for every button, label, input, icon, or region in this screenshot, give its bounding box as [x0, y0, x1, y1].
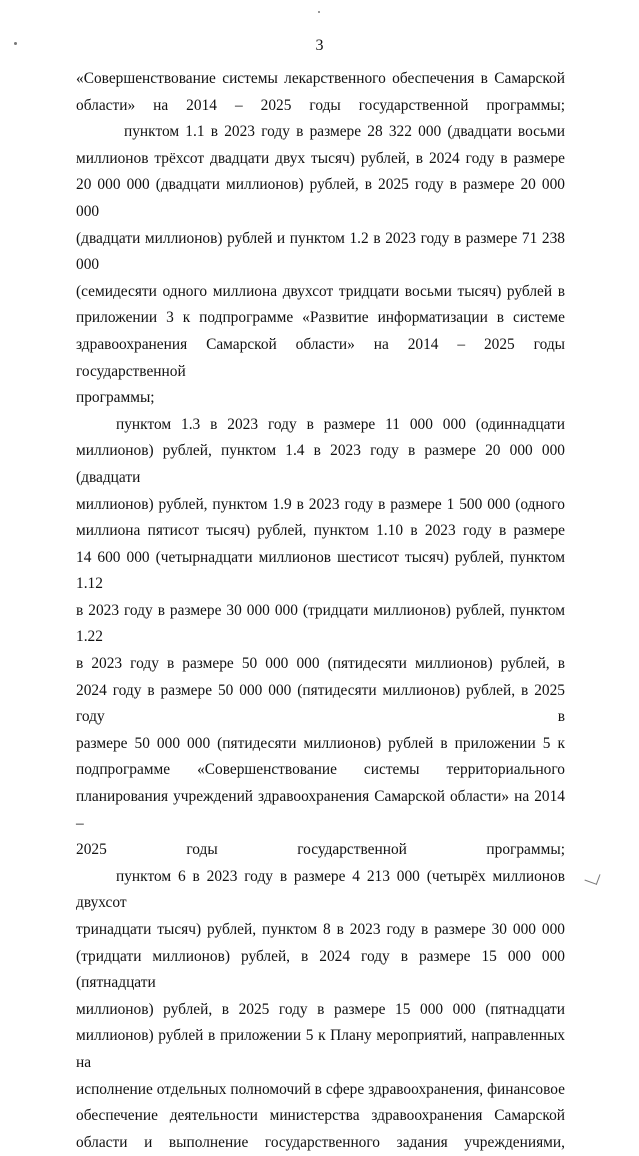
text-line: миллионов трёхсот двадцати двух тысяч) рублей, в 2024 году в размере: [76, 149, 565, 167]
text-line: размере 50 000 000 (пятидесяти миллионов) рублей в приложении 5 к: [76, 734, 565, 752]
text-line: 14 600 000 (четырнадцати миллионов шестисот тысяч) рублей, пунктом 1.12: [76, 548, 565, 593]
text-line: (семидесяти одного миллиона двухсот тридцати восьми тысяч) рублей в: [76, 282, 565, 300]
text-line: миллионов) рублей, в 2025 году в размере 15 000 000 (пятнадцати: [76, 1000, 565, 1018]
text-line: 20 000 000 (двадцати миллионов) рублей, в 2025 году в размере 20 000 000: [76, 176, 565, 220]
text-line: пунктом 1.1 в 2023 году в размере 28 322 000 (двадцати восьми: [124, 123, 565, 141]
scan-mark: [585, 870, 601, 885]
text-line: подпрограмме «Совершенствование системы территориального: [76, 761, 565, 779]
text-line: 2025 годы государственной программы;: [76, 841, 565, 859]
document-body: [76, 66, 565, 1156]
text-line: планирования учреждений здравоохранения Самарской области» на 2014 –: [76, 788, 565, 832]
text-line: исполнение отдельных полномочий в сфере здравоохранения, финансовое: [76, 1080, 565, 1098]
paragraph: [76, 864, 565, 1156]
text-line: (двадцати миллионов) рублей и пунктом 1.2 в 2023 году в размере 71 238 000: [76, 229, 565, 274]
text-line: миллионов) рублей, пунктом 1.4 в 2023 году в размере 20 000 000 (двадцати: [76, 442, 565, 486]
text-line: программы;: [76, 389, 155, 407]
text-line: области и выполнение государственного задания учреждениями,: [76, 1133, 565, 1151]
text-line: обеспечение деятельности министерства здравоохранения Самарской: [76, 1107, 565, 1125]
text-line: здравоохранения Самарской области» на 2014 – 2025 годы государственной: [76, 335, 565, 380]
paragraph: [76, 412, 565, 864]
text-line: миллионов) рублей в приложении 5 к Плану мероприятий, направленных на: [76, 1027, 565, 1071]
text-line: в 2023 году в размере 30 000 000 (тридцати миллионов) рублей, пунктом 1.22: [76, 601, 565, 646]
text-line: области» на 2014 – 2025 годы государственной программы;: [76, 96, 565, 114]
text-line: пунктом 1.3 в 2023 году в размере 11 000 000 (одиннадцати: [116, 415, 565, 433]
paragraph: [76, 119, 565, 412]
text-line: (тридцати миллионов) рублей, в 2024 году в размере 15 000 000 (пятнадцати: [76, 947, 565, 992]
text-line: приложении 3 к подпрограмме «Развитие информатизации в системе: [76, 309, 565, 327]
text-line: пунктом 6 в 2023 году в размере 4 213 000 (четырёх миллионов двухсот: [76, 867, 565, 912]
scan-speck: [318, 11, 320, 13]
paragraph: [76, 66, 565, 119]
text-line: миллионов) рублей, пунктом 1.9 в 2023 году в размере 1 500 000 (одного: [76, 495, 565, 513]
text-line: 2024 году в размере 50 000 000 (пятидесяти миллионов) рублей, в 2025 году в: [76, 681, 565, 726]
text-line: в 2023 году в размере 50 000 000 (пятидесяти миллионов) рублей, в: [76, 655, 565, 673]
text-line: миллиона пятисот тысяч) рублей, пунктом 1.10 в 2023 году в размере: [76, 522, 565, 540]
text-line: «Совершенствование системы лекарственного обеспечения в Самарской: [76, 70, 565, 87]
page-number: 3: [315, 37, 324, 54]
text-line: тринадцати тысяч) рублей, пунктом 8 в 2023 году в размере 30 000 000: [76, 921, 565, 938]
